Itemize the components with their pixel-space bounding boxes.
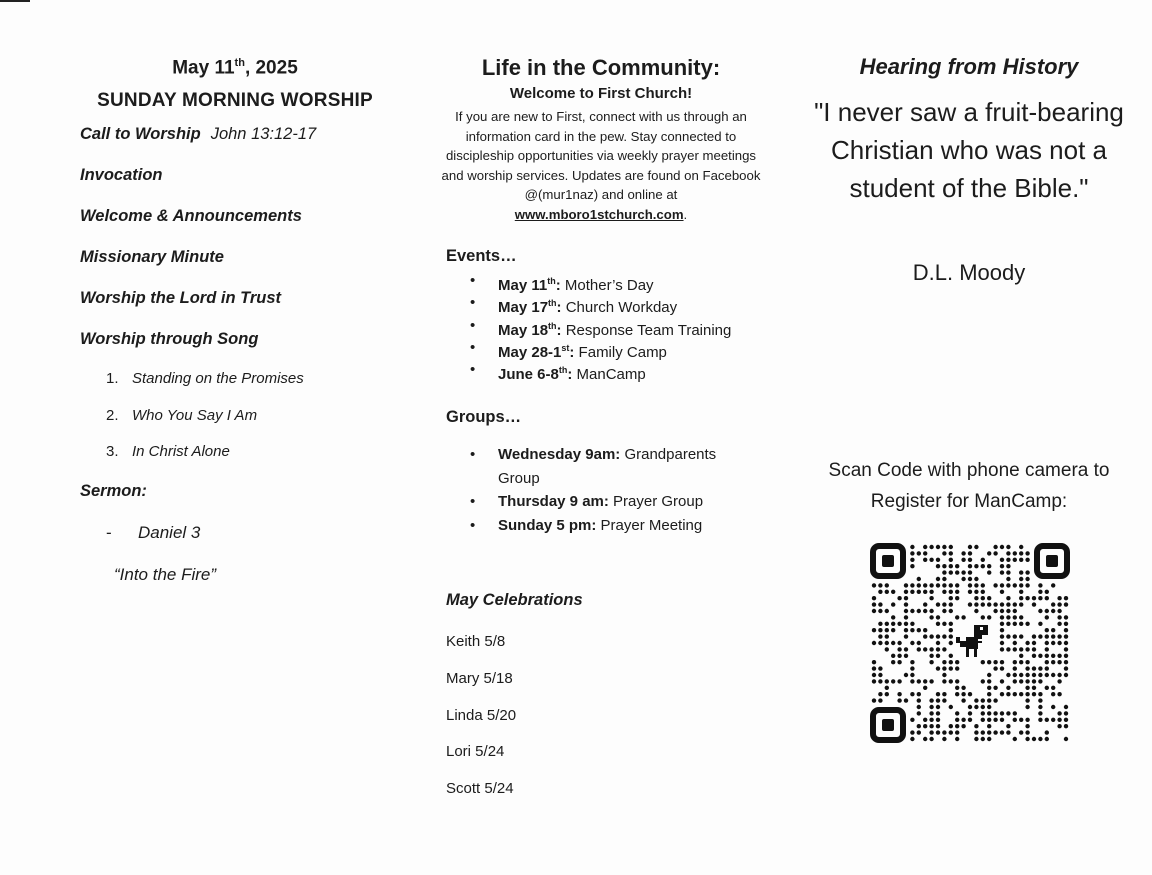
events-list — [470, 270, 732, 384]
qr-finder-top-right — [1037, 546, 1067, 576]
call-scripture-ref: John 13:12-17 — [210, 125, 317, 143]
worship-in-trust: Worship the Lord in Trust — [80, 289, 282, 307]
quote-author: D.L. Moody — [912, 260, 1026, 285]
celebration-item: Keith 5/8 — [446, 633, 506, 650]
website-link[interactable]: www.mboro1stchurch.com — [514, 206, 684, 222]
groups-list — [470, 443, 740, 537]
event-item: • May 18th: Response Team Training — [470, 315, 731, 337]
celebration-item: Linda 5/20 — [446, 707, 517, 724]
welcome-subtitle: Welcome to First Church! — [509, 85, 693, 102]
invocation: Invocation — [80, 166, 163, 184]
qr-code-icon[interactable] — [870, 543, 1070, 743]
service-date: May 11th, 2025 — [172, 57, 298, 79]
event-item: • June 6-8th: ManCamp — [470, 359, 731, 381]
group-item: • Thursday 9 am: Prayer Group — [470, 490, 740, 514]
sermon-heading: Sermon: — [80, 482, 147, 500]
sermon-passage: - Daniel 3 — [106, 523, 201, 542]
groups-heading: Groups… — [446, 408, 522, 426]
service-title: SUNDAY MORNING WORSHIP — [97, 90, 373, 111]
celebration-item: Lori 5/24 — [446, 743, 505, 760]
scan-edge-mark — [0, 0, 30, 2]
event-item: • May 11th: Mother’s Day — [470, 270, 731, 292]
history-title: Hearing from History — [859, 54, 1079, 79]
song-item: 1. Standing on the Promises — [106, 370, 304, 387]
history-quote: "I never saw a fruit-bearing Christian who was not a student of the Bible." — [814, 97, 1124, 203]
celebration-item: Scott 5/24 — [446, 780, 514, 797]
qr-finder-bottom-left — [873, 710, 903, 740]
celebrations-heading: May Celebrations — [446, 591, 583, 609]
celebration-item: Mary 5/18 — [446, 670, 513, 687]
group-item: • Sunday 5 pm: Prayer Meeting — [470, 514, 740, 538]
song-item: 2. Who You Say I Am — [106, 407, 258, 424]
dinosaur-icon — [954, 623, 994, 659]
worship-through-song: Worship through Song — [80, 330, 259, 348]
sermon-title: “Into the Fire” — [114, 565, 217, 584]
group-item: • Wednesday 9am: Grandparents Group — [470, 443, 740, 490]
missionary-minute: Missionary Minute — [80, 248, 224, 266]
welcome-announcements: Welcome & Announcements — [80, 207, 302, 225]
scan-instructions: Scan Code with phone camera to Register for ManCamp: — [828, 460, 1110, 512]
community-title: Life in the Community: — [481, 55, 721, 80]
events-heading: Events… — [446, 247, 517, 265]
welcome-paragraph: If you are new to First, connect with us through an information card in the pew. Stay connected to discipleship opportunities via weekly prayer meetings and worship services. Updates are found on Facebook @(mur1naz) and online at www.mboro1stchurch.com. — [441, 109, 761, 222]
event-item: • May 17th: Church Workday — [470, 292, 731, 314]
song-item: 3. In Christ Alone — [106, 443, 230, 460]
qr-finder-top-left — [873, 546, 903, 576]
call-to-worship: Call to Worship John 13:12-17 — [80, 125, 317, 143]
event-item: • May 28-1st: Family Camp — [470, 337, 731, 359]
